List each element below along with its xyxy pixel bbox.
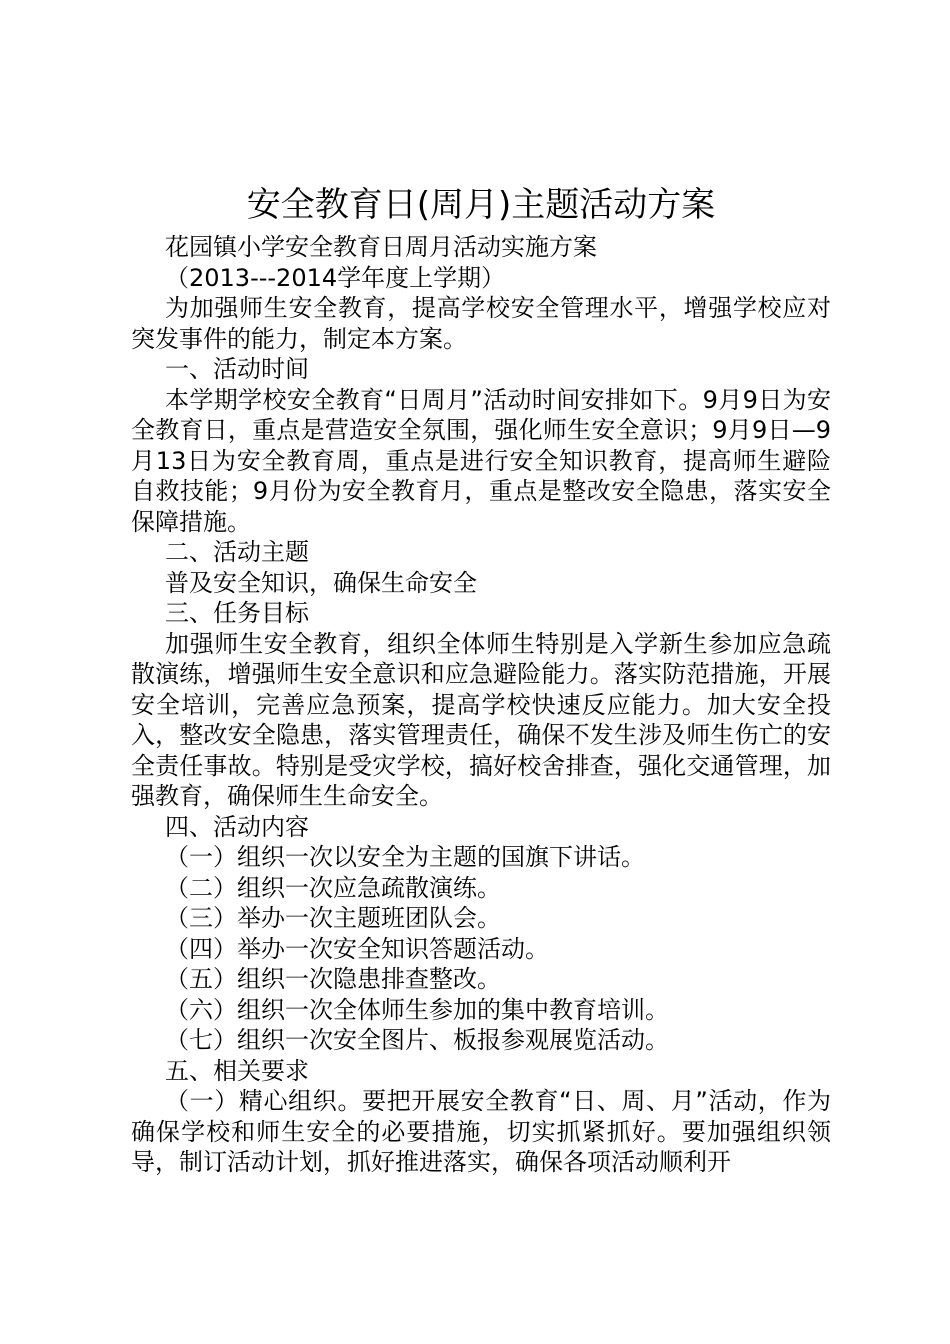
section-heading-theme: 二、活动主题: [165, 538, 309, 566]
content-item: （六）组织一次全体师生参加的集中教育培训。: [165, 995, 669, 1024]
subtitle-line: 花园镇小学安全教育日周月活动实施方案: [165, 233, 597, 261]
section-heading-goals: 三、任务目标: [165, 599, 309, 627]
document-page: [131, 180, 831, 1178]
section-heading-requirements: 五、相关要求: [165, 1056, 309, 1085]
content-item: （一）组织一次以安全为主题的国旗下讲话。: [165, 843, 645, 871]
intro-paragraph: 为加强师生安全教育，提高学校安全管理水平，增强学校应对突发事件的能力，制定本方案。: [131, 294, 831, 353]
section-heading-time: 一、活动时间: [165, 355, 309, 383]
theme-paragraph: 普及安全知识，确保生命安全: [165, 568, 477, 597]
semester-line: （2013---2014学年度上学期）: [165, 263, 506, 292]
section-heading-content: 四、活动内容: [165, 812, 309, 841]
document-title: 安全教育日(周月)主题活动方案: [246, 185, 716, 225]
content-item: （三）举办一次主题班团队会。: [165, 904, 501, 932]
content-item: （二）组织一次应急疏散演练。: [165, 873, 501, 902]
time-paragraph: 本学期学校安全教育“日周月”活动时间安排如下。9月9日为安全教育日，重点是营造安全氛围，强化师生安全意识；9月9日—9月13日为安全教育周，重点是进行安全知识教育，提高师生避险自救技能；9月份为安全教育月，重点是整改安全隐患，落实安全保障措施。: [131, 385, 831, 536]
goals-paragraph: 加强师生安全教育，组织全体师生特别是入学新生参加应急疏散演练，增强师生安全意识和应急避险能力。落实防范措施，开展安全培训，完善应急预案，提高学校快速反应能力。加大安全投入，整改安全隐患，落实管理责任，确保不发生涉及师生伤亡的安全责任事故。特别是受灾学校，搞好校舍排查，强化交通管理，加强教育，确保师生生命安全。: [131, 629, 831, 810]
requirements-paragraph: （一）精心组织。要把开展安全教育“日、周、月”活动，作为确保学校和师生安全的必要措施，切实抓紧抓好。要加强组织领导，制订活动计划，抓好推进落实，确保各项活动顺利开: [131, 1087, 831, 1176]
content-item: （五）组织一次隐患排查整改。: [165, 965, 501, 993]
content-item: （七）组织一次安全图片、板报参观展览活动。: [165, 1026, 669, 1054]
content-item: （四）举办一次安全知识答题活动。: [165, 934, 549, 963]
